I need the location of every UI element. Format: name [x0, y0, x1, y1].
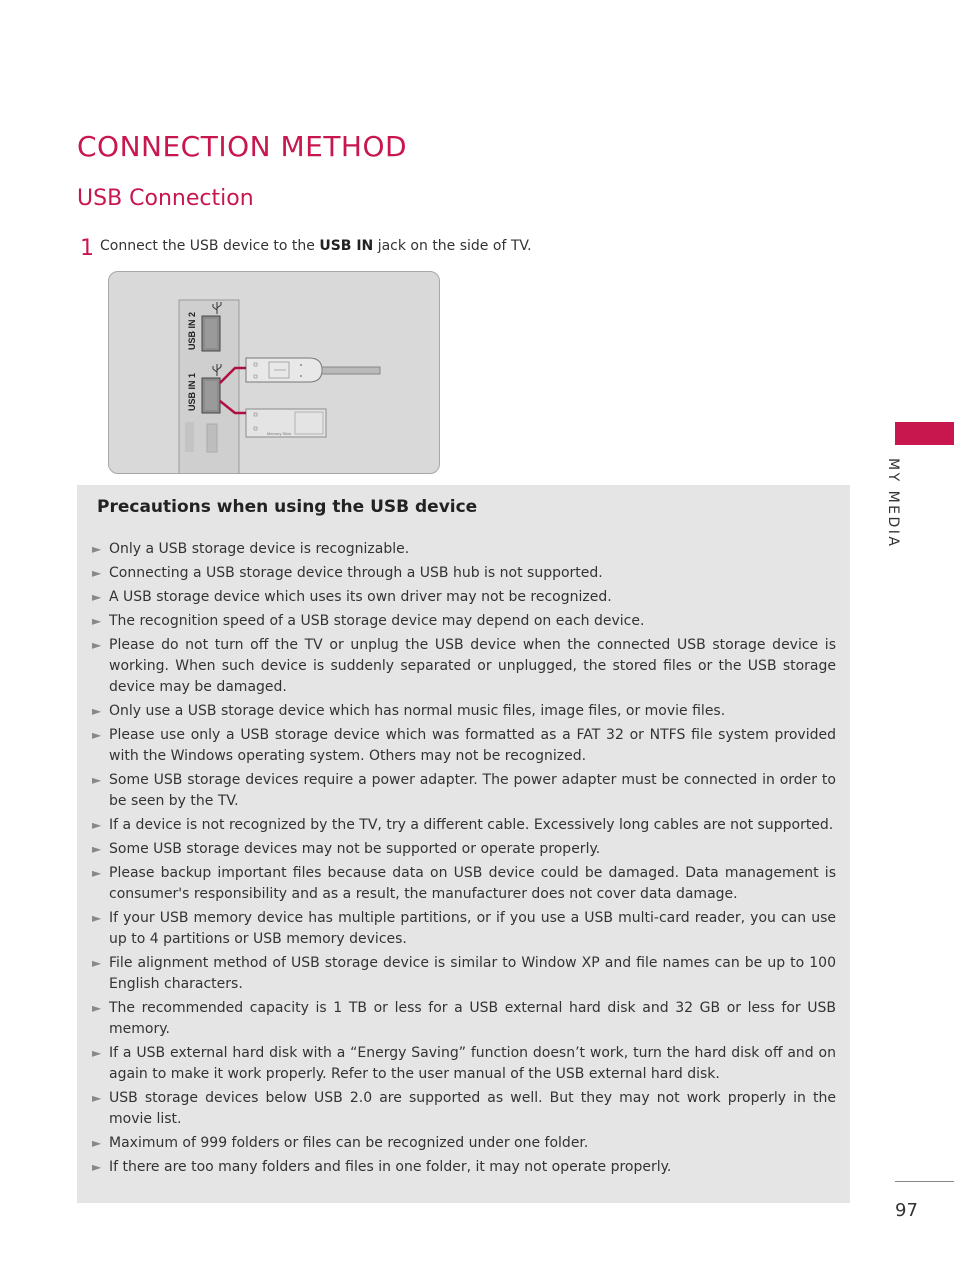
precaution-item	[92, 1088, 836, 1130]
precaution-text: Some USB storage devices may not be supported or operate properly.	[109, 841, 601, 857]
precaution-text: The recognition speed of a USB storage device may depend on each device.	[109, 613, 645, 629]
precaution-text: USB storage devices below USB 2.0 are supported as well. But they may not work properly in the movie list.	[109, 1090, 836, 1127]
bullet-arrow-icon: ►	[92, 956, 102, 970]
precaution-text: Please backup important files because data on USB device could be damaged. Data management is consumer's responsibility and as a result, the manufacturer does not cover data damage.	[109, 865, 836, 902]
usb-connection-illustration	[108, 271, 440, 474]
bullet-arrow-icon: ►	[92, 818, 102, 832]
bullet-arrow-icon: ►	[92, 773, 102, 787]
bullet-arrow-icon: ►	[92, 1046, 102, 1060]
bullet-arrow-icon: ►	[92, 728, 102, 742]
precaution-item	[92, 953, 836, 995]
precaution-item	[92, 539, 836, 560]
precaution-text: Some USB storage devices require a power adapter. The power adapter must be connected in order to be seen by the TV.	[109, 772, 836, 809]
usb-in-2-label: USB IN 2	[187, 311, 197, 350]
bullet-arrow-icon: ►	[92, 1091, 102, 1105]
memory-stick-label: Memory Stick	[267, 431, 292, 436]
precaution-item	[92, 1157, 836, 1178]
bullet-arrow-icon: ►	[92, 866, 102, 880]
precaution-item	[92, 635, 836, 698]
precaution-text: The recommended capacity is 1 TB or less for a USB external hard disk and 32 GB or less for USB memory.	[109, 1000, 836, 1037]
precaution-item	[92, 908, 836, 950]
precaution-item	[92, 563, 836, 584]
bullet-arrow-icon: ►	[92, 842, 102, 856]
step-number: 1	[80, 236, 94, 261]
page-number: 97	[895, 1200, 918, 1221]
precaution-text: Connecting a USB storage device through a USB hub is not supported.	[109, 565, 603, 581]
precaution-item	[92, 863, 836, 905]
bullet-arrow-icon: ►	[92, 614, 102, 628]
precaution-item	[92, 839, 836, 860]
precaution-item	[92, 1133, 836, 1154]
precaution-text: If a USB external hard disk with a “Energy Saving” function doesn’t work, turn the hard disk off and on again to make it work properly. Refer to the user manual of the USB external hard disk.	[109, 1045, 836, 1082]
section-tab-label: MY MEDIA	[885, 458, 901, 549]
precaution-text: Please use only a USB storage device which was formatted as a FAT 32 or NTFS file system provided with the Windows operating system. Others may not be recognized.	[109, 727, 836, 764]
bullet-arrow-icon: ►	[92, 638, 102, 652]
precaution-text: If there are too many folders and files in one folder, it may not operate properly.	[109, 1159, 672, 1175]
step-instruction	[100, 238, 532, 254]
precaution-text: A USB storage device which uses its own driver may not be recognized.	[109, 589, 612, 605]
precaution-item	[92, 770, 836, 812]
bullet-arrow-icon: ►	[92, 704, 102, 718]
section-title: USB Connection	[77, 186, 254, 211]
precaution-text: File alignment method of USB storage device is similar to Window XP and file names can be up to 100 English characters.	[109, 955, 836, 992]
precaution-item	[92, 611, 836, 632]
bullet-arrow-icon: ►	[92, 542, 102, 556]
bullet-arrow-icon: ►	[92, 1136, 102, 1150]
precautions-box	[77, 485, 850, 1203]
precaution-item	[92, 725, 836, 767]
precaution-text: If a device is not recognized by the TV, try a different cable. Excessively long cables are not supported.	[109, 817, 834, 833]
precaution-text: If your USB memory device has multiple partitions, or if you use a USB multi-card reader, you can use up to 4 partitions or USB memory devices.	[109, 910, 836, 947]
precaution-item	[92, 701, 836, 722]
precaution-item	[92, 998, 836, 1040]
page-title: CONNECTION METHOD	[77, 130, 408, 163]
page-number-rule	[895, 1181, 954, 1182]
usb-in-1-label: USB IN 1	[187, 372, 197, 411]
step-text-port: USB IN	[319, 238, 374, 254]
bullet-arrow-icon: ►	[92, 566, 102, 580]
precaution-text: Please do not turn off the TV or unplug the USB device when the connected USB storage device is working. When such device is suddenly separated or unplugged, the stored files or the USB storage device may be damaged.	[109, 637, 836, 695]
bullet-arrow-icon: ►	[92, 1001, 102, 1015]
precaution-item	[92, 815, 836, 836]
precaution-text: Maximum of 999 folders or files can be recognized under one folder.	[109, 1135, 589, 1151]
step-text-after: jack on the side of TV.	[373, 238, 532, 254]
section-tab-marker	[895, 422, 954, 445]
precaution-item	[92, 1043, 836, 1085]
precaution-text: Only use a USB storage device which has normal music files, image files, or movie files.	[109, 703, 726, 719]
precaution-text: Only a USB storage device is recognizable.	[109, 541, 410, 557]
precaution-item	[92, 587, 836, 608]
precautions-title: Precautions when using the USB device	[97, 497, 478, 517]
bullet-arrow-icon: ►	[92, 1160, 102, 1174]
bullet-arrow-icon: ►	[92, 590, 102, 604]
bullet-arrow-icon: ►	[92, 911, 102, 925]
usb-diagram	[109, 272, 440, 474]
precautions-list	[92, 539, 836, 1181]
step-text-before: Connect the USB device to the	[100, 238, 320, 254]
usb-cable	[322, 367, 380, 374]
